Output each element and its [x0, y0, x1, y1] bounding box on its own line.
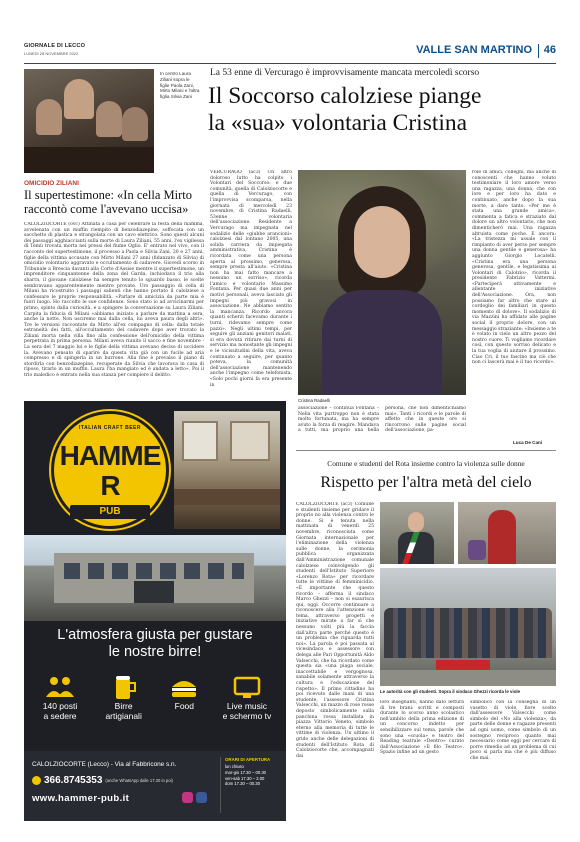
right-article-col-1: [296, 502, 374, 828]
left-article-text: CALOLZIOCORTE (ovc) Attinata a casa per celebrare la festa della mamma, avvelenata con un muffin riempito di benzodiazepine, soffocata con un sacchetto di plastica e strangolata con un cavo elettrico. Sono questi alcuni dei passaggi agghiaccianti sulla morte di Laura Ziliani, 55 anni, l'ex vigilessa di Temù trovata morta nei pressi del fiume Oglio. E' entrato nel vivo, con il racconto del supertestimone, il processo a Paola e Silvia Zani, 20 e 27 anni, figlie della vittima accusate con Mirto Milani 27 anni (fidanzato di Silvia) di omicidio volontario aggravato e occultamento di cadavere. Giovedì scorso in Tribunale a Brescia davanti alla Corte d'Assise mentre il supertestimone, un imprenditore cinquantenne della zona del Garda, inchiodava il trio alla sbarra, il giovane calolziese ha sempre tenuto lo sguardo basso, le scelte sembravano apparentemente mentre provate. Uro passaggio di cella di Milani ha ricostruito i passaggi salienti che hanno portato il calolziese a confessare le proprie responsabilità. «Parlare di amicizia da parte mia è fuori luogo. Ho raccolto le sue confidenze. Sono stato io ad avvicinarmi per primo, spinto dalla curiosità, e a spingere la conversazione su Laura Ziliani. Carpita la fiducia di Milani «abbiamo iniziato a parlare da mattina a sera, anche la notte. Non usciremo mai dalla cella, lui aveva paura degli altri». Tre le versioni raccontate da Mirto all'ex compagno di cella: dalla totale estraneità dei fatti, all'occultamento del cadavere dopo aver trovato la Ziliani morta nella villa fino alla confessione dell'omicidio della vittima perpetrata in prima persona. Milani aveva riunito il sacco e fine novembre - La sera del 7 maggio lui e le figlie della vittima avevano deciso di uccidere la. Avevano pensato di sparire da questa vita già con un fucile ad aria compresso e di spingerla in un burrone. Alla fine è prevalso il piano di stordirla con benzodiazepine, recuperate da Silvia che lavorava in casa di riposo, tirarlo in un muffin. Laura l'ha mangiato ed è andata a letto». Poi il trio maledico è entrato nella sua stanza per compiere il delitto.: [24, 222, 204, 379]
people-icon: [43, 673, 77, 701]
interior-window-2: [230, 421, 270, 461]
ad-phone-number[interactable]: 366.8745353: [44, 774, 103, 786]
main-article-signature: Luca De Cani: [513, 440, 543, 445]
right-article-kicker: Comune e studenti del Rota insieme contro la violenza sulle donne: [327, 459, 525, 468]
interior-window: [182, 421, 218, 461]
main-col-1-text: VERCURAGO (ac3) Un altro doloroso lutto ha colpito i Volontari del Soccorso: e due comunità, quella di Calolziocorte e quella di Vercurago, con l'improvvisa scomparsa, nella giornata di mercoledì 23 novembre, di Cristina Radaelli, 53enne volontaria dell'associazione. Residente a Vercurago ma impegnata nel sodalizio delle «giubbe arancioni» calolziesi dal lontano 2005, una solida carriera da impiegata amministrativa, Cristina è ricordata come una persona aperta al prossimo, generosa, sempre presta all'aiuto. «Cristina non ha mai fatto mancare a nessuno un sorriso», ricorda l'amico e volontario Massimo Fontana. Per quasi due anni per motivi personali, aveva lasciato gli impegni più gravosi in associazione. Ne abbiamo sentito la mancanza. Ricordo ancora quanti scherzi facevamo durante i turni, ridevamo sempre come pazzi». Negli ultimi tempi, per seguire gli anziani genitori malati, si era dovuta ritirare dai turni di servizio ma nonostante gli impegni e le vicissitudini della vita, aveva continuato a seguire, per quanto poteva, la comunità dell'associazione mantenendo anche l'impegno come telefonista. «Solo pochi giorni fa era presente in: [210, 170, 292, 388]
right-col-1-text: CALOLZIOCORTE (ac3) Comune e studenti insieme per gridare il proprio no alla violenza contro le donne. Si è tenuta nella mattinata di venerdì 25 novembre, riconosciuta come Giornata internazionale per l'eliminazione della violenza sulle donne, la cerimonia pubblica organizzata dall'Amministrazione comunale calolziese coinvolgendo gli studenti dell'Istituto Superiore «Lorenzo Rota» per ricordare tutte le vittime di femminicidio. «È importante che questo ricordo – afferma il sindaco Marco Ghezzi – non si esaurisca qui, oggi. Occorre continuare a riconoscere alla l'attenzione sul tema, attraverso progetti e iniziative mirate a far sì che nessuno volti più la faccia dall'altra parte perché questo è un problema che riguarda tutti noi». La parola è poi passata al vicesindaco e assessore con delega alle Pari Opportunità Aldo Valsecchi, che ha ricordato come questa sia «una piaga sociale, inaccettabile e vergognosa, sanabile solamente attraverso la cultura e l'educazione del rispetto». Il primo cittadino ha poi ricevuto dalle mani di una studente, l'assessore Cristina Valsecchi, un mazzo di rose rosse deposto simbolicamente sulla panchina rossa installata in piazza Vittorio Veneto, simbolo eterno alla memoria di tutte le vittime di violenza. Un ultimo il grido anche delle delegazioni di studenti dell'Istituto Rota di Calolziocorte che, accompagnati dai: [296, 502, 374, 759]
ad-hours-title: ORARI DI APERTURA: [225, 757, 271, 762]
students-photo: [380, 568, 556, 686]
left-article-body: [24, 222, 204, 394]
ad-tagline-line-1: [24, 627, 286, 644]
portrait-2: [64, 79, 94, 119]
cristina-photo: [298, 170, 466, 395]
page-number: 46: [543, 44, 556, 56]
building-entrance: [134, 581, 174, 603]
feature-seats-line-2: a sedere: [43, 711, 77, 721]
feature-food: [157, 673, 211, 743]
ad-hours-line-3: ven-sab 17.30 – 2.00: [225, 775, 265, 781]
beer-icon: [107, 673, 141, 701]
pub-exterior-photo: [24, 535, 286, 621]
ad-address: CALOLZIOCORTE (Lecco) - Via al Fabbricone s.n.: [32, 761, 177, 768]
feature-live-music-line-1: Live music: [226, 701, 268, 711]
ad-features-row: [30, 673, 280, 743]
family-photo: [24, 69, 154, 173]
logo-brand-name: HAMMER: [59, 440, 161, 501]
interior-tables: [174, 489, 280, 505]
feature-seats: [30, 673, 90, 743]
feature-food-line-1: Food: [174, 701, 194, 711]
logo-pub-text: PUB: [99, 506, 121, 517]
photo-strip: [24, 147, 154, 173]
main-headline-line-1: Il Soccorso calolziese piange: [208, 83, 482, 109]
feature-live-music-line-2: e schermo tv: [222, 711, 272, 721]
building-windows: [64, 563, 244, 579]
ad-social-icons: [182, 792, 216, 804]
portrait-3: [96, 101, 122, 137]
person-in-red: [488, 510, 516, 564]
right-article-col-3: [470, 700, 556, 828]
logo-top-text: ITALIAN CRAFT BEER: [79, 425, 141, 431]
ad-tagline: [24, 627, 286, 661]
mayor-photo: [380, 502, 454, 564]
section-title: VALLE SAN MARTINO: [416, 44, 532, 56]
section-divider: [538, 44, 539, 58]
flowers-photo: [458, 502, 556, 564]
instagram-icon[interactable]: [182, 792, 193, 803]
right-article-rule: [296, 450, 556, 451]
right-col-2-text: loro insegnanti, hanno dato lettura di tre brani: scritti e composti durante lo scorso anno scolastico nell'ambito della prima edizione di un concorso indetto per sensibilizzare sul tema, parole che sono una «scuola» e teatro del Reading teatrale «Dentro» curato dall'Associazione «Il filo Teatro». Spazio infine ad un gesto: [380, 700, 464, 756]
feature-beers-line-1: Birre: [114, 701, 133, 711]
food-icon: [167, 673, 201, 701]
masthead: [24, 42, 556, 64]
feature-beers: [93, 673, 155, 743]
portrait-4: [122, 107, 148, 141]
left-headline-line-2: raccontò come l'avevano uccisa»: [24, 202, 189, 216]
mayor-face: [408, 512, 424, 532]
ad-hours-line-1: lun chiuso: [225, 764, 244, 769]
issue-date: LUNEDÌ 28 NOVEMBRE 2022: [24, 51, 79, 56]
ad-phone-note: (anche WhatsApp dalle 17.30 in poi): [105, 777, 173, 783]
family-photo-caption: In centro Laura Ziliani sopra le figlie Paola Zani, Mirto Milani e l'altra figlia Silvia Zani: [160, 71, 200, 100]
red-bench: [436, 660, 490, 670]
phone-icon: [32, 776, 41, 785]
main-article-col-3: [472, 170, 556, 440]
main-col-3-text: role di amici, colleghi, ma anche di conoscenti che hanno voluto testimoniare il loro amore verso una ragazza, una donna, che con lore e per loro ha dato e continuato, anche dopo la sua morte, a dare tanto. «Per me è stata una grande amica», commenta a fatica e straziato dal dolore un altro volontario, che non dimenticherò mai. Una ragazza altruista come poche. E ancora: «La tristezza mi assale con il rimpianto di aver perso per sempre una donna gentile e generosa» ha aggiunto Giorgio Locatelli. «Cristina era una persona generosa, gentile, e legatissima ai Volontari di Calolzio», ricorda il presidente Fabrizio Vattermi. «Parteciperà attivamente e allentante iniziative dell'Associazione. Ora, non possiamo far altro che stare al cordoglio dei familiari in questo momento di dolore». Il sodalizio di via Mazzini ha affidato alle pagine social il proprio dolore, con un messaggio straziante: «Insieme a te è volato in cielo un altro pezzo del nostro cuore. Ti vogliamo ricordare così, con questo sorriso delicato e la tua voglia di aiutare il prossimo. Ciao Cri, il tuo fascino ma ciò che non ci lascerà mai è il tuo ricordo».: [472, 170, 556, 366]
right-col-3-text: simbolico con la consegna di un vasetto di viole, fiore scelto dall'assessore Valsecchi come simbolo del «No alla violenza», da parte delle donne e ragazze presenti ad ogni uomo, come simbolo di un sostegno reciproco quanto mai necessario come oggi per cercare di porre rimedio ad un problema di cui poco si parla ma che è più diffuso che mai.: [470, 700, 556, 761]
photo-body: [322, 290, 442, 395]
right-article-headline: Rispetto per l'altra metà del cielo: [320, 474, 532, 491]
photo-face: [354, 206, 410, 278]
facebook-icon[interactable]: [196, 792, 207, 803]
main-article-col-2: [298, 406, 466, 446]
flower-pot: [468, 540, 486, 560]
left-article-kicker: OMICIDIO ZILIANI: [24, 180, 79, 187]
feature-live-music: [214, 673, 280, 743]
ad-phone-row[interactable]: [32, 773, 218, 787]
feature-beers-line-2: artigianali: [105, 711, 142, 721]
main-headline-line-2: la «sua» volontaria Cristina: [208, 110, 468, 136]
main-article-headline: [208, 83, 556, 137]
ad-website[interactable]: www.hammer-pub.it: [32, 793, 130, 804]
left-article-headline: [24, 188, 204, 216]
students-photo-caption: Le autorità con gli studenti. Sopra il sindaco Ghezzi ricorda le viole: [380, 689, 521, 694]
right-article-col-2: [380, 700, 464, 828]
ad-hours-line-4: dom 17.30 – 00.30: [225, 781, 260, 787]
ad-hours-line-2: mar-gio 17.30 – 00.30: [225, 769, 266, 775]
pub-interior-photo: [174, 411, 280, 529]
ad-hours-box: [220, 757, 280, 813]
left-headline-line-1: Il supertestimone: «In cella Mirto: [24, 188, 193, 202]
tv-icon: [230, 673, 264, 701]
feature-seats-line-1: 140 posti: [42, 701, 78, 711]
main-article-kicker: La 53 enne di Vercurago è improvvisamente mancata mercoledì scorso: [210, 68, 480, 78]
crowd: [384, 608, 552, 658]
main-col-2-text: associazione – continua Fontana – Nella vita purtroppo non è stata molto fortunata, ma ha sempre avuto la forza di reagire. Mandava a tutti, ma proprio una bella persona, che non dimentichiamo mai». Tanti i ricordi e le parole di affetto che in queste ore si rincorrono sulle pagine social dell'associazione, pa-: [298, 406, 466, 434]
hammer-pub-ad[interactable]: [24, 401, 286, 821]
ad-tagline-1-text: L'atmosfera giusta per gustare: [57, 627, 253, 643]
cristina-photo-caption: Cristina Radaelli: [298, 398, 330, 403]
main-article-col-1: [210, 170, 292, 398]
portrait-1: [36, 99, 62, 135]
ad-tagline-line-2: le nostre birre!: [108, 644, 202, 660]
ground: [380, 670, 556, 686]
newspaper-name: GIORNALE DI LECCO: [24, 43, 86, 49]
